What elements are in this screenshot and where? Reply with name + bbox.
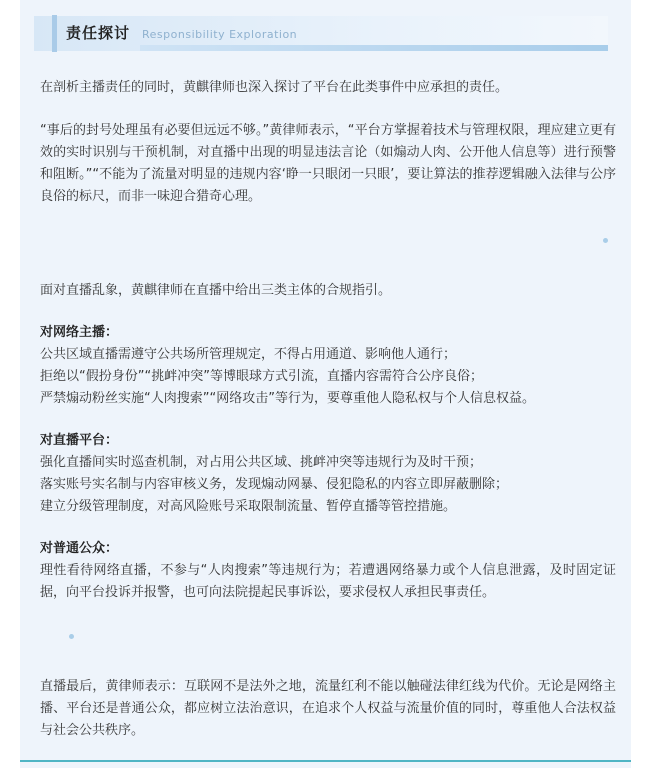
paragraph-closing: 直播最后，黄律师表示：互联网不是法外之地，流量红利不能以触碰法律红线为代价。无论是网络主播、平台还是普通公众，都应树立法治意识，在追求个人权益与流量价值的同时，尊重他人合法权益与社会公共秩序。: [40, 679, 616, 738]
page-bottom-rule: [20, 760, 631, 762]
section-heading-hosts: 对网络主播：: [40, 325, 119, 340]
section-header-accent-bar: [52, 15, 57, 52]
section-title: 责任探讨: [66, 24, 131, 42]
section-heading-public: 对普通公众：: [40, 541, 119, 556]
paragraph-quote: “事后的封号处理虽有必要但远远不够。”黄律师表示，“平台方掌握着技术与管理权限，理应建立更有效的实时识别与干预机制，对直播中出现的明显违法言论（如煽动人肉、公开他人信息等）进行预警和阻断。”“不能为了流量对明显的违规内容‘睁一只眼闭一只眼’，要让算法的推荐逻辑融入法律与公序良俗的标尺，而非一味迎合猎奇心理。: [40, 123, 616, 204]
paragraph-public: 理性看待网络直播，不参与“人肉搜索”等违规行为；若遭遇网络暴力或个人信息泄露，及时固定证据，向平台投诉并报警，也可向法院提起民事诉讼，要求侵权人承担民事责任。: [40, 563, 616, 600]
decorative-dot: [69, 634, 74, 639]
paragraph-guidance-intro: 面对直播乱象，黄麒律师在直播中给出三类主体的合规指引。: [40, 283, 392, 298]
list-item: 建立分级管理制度，对高风险账号采取限制流量、暂停直播等管控措施。: [40, 499, 457, 514]
list-item: 公共区域直播需遵守公共场所管理规定，不得占用通道、影响他人通行；: [40, 347, 457, 362]
section-subtitle: Responsibility Exploration: [142, 28, 298, 41]
list-item: 强化直播间实时巡查机制，对占用公共区域、挑衅冲突等违规行为及时干预；: [40, 455, 483, 470]
section-heading-platform: 对直播平台：: [40, 433, 119, 448]
paragraph-intro: 在剖析主播责任的同时，黄麒律师也深入探讨了平台在此类事件中应承担的责任。: [40, 80, 509, 95]
decorative-dot: [603, 238, 608, 243]
list-item: 严禁煽动粉丝实施“人肉搜索”“网络攻击”等行为，要尊重他人隐私权与个人信息权益。: [40, 391, 535, 406]
list-item: 拒绝以“假扮身份”“挑衅冲突”等博眼球方式引流，直播内容需符合公序良俗；: [40, 369, 483, 384]
section-header-underline: [140, 45, 608, 51]
list-item: 落实账号实名制与内容审核义务，发现煽动网暴、侵犯隐私的内容立即屏蔽删除；: [40, 477, 509, 492]
